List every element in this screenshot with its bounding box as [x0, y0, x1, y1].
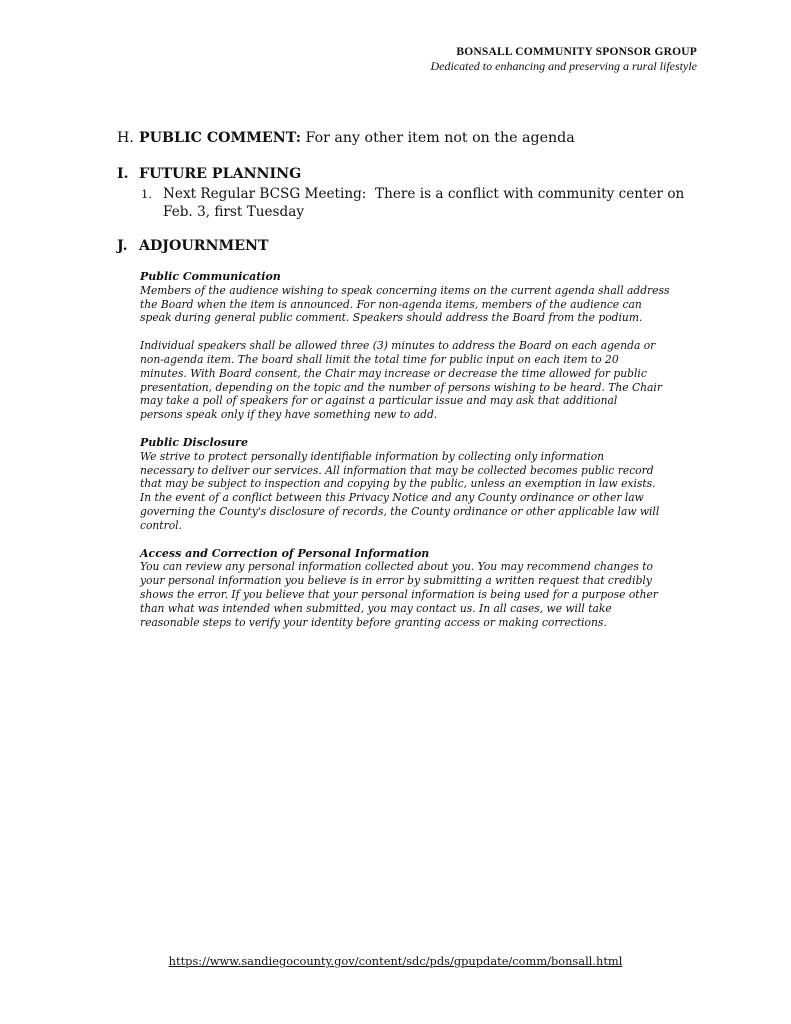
policy-line: that may be subject to inspection and copying by the public, unless an exemption in law exists. [140, 477, 656, 491]
list-item-number: 1. [141, 187, 152, 201]
footer-url-link[interactable]: https://www.sandiegocounty.gov/content/sdc/pds/gpupdate/comm/bonsall.html [168, 954, 623, 968]
policy-line: reasonable steps to verify your identity before granting access or making corrections. [140, 615, 607, 629]
policy-line: the Board when the item is announced. For non-agenda items, members of the audience can [140, 297, 642, 311]
policy-line: Members of the audience wishing to speak concerning items on the current agenda shall address [140, 283, 670, 297]
policy-heading-access-correction: Access and Correction of Personal Information [140, 546, 430, 560]
organization-name: BONSALL COMMUNITY SPONSOR GROUP [456, 46, 697, 58]
policy-line: necessary to deliver our services. All information that may be collected becomes public record [140, 463, 654, 477]
list-item-continuation: Feb. 3, first Tuesday [163, 204, 305, 220]
section-title: ADJOURNMENT [139, 238, 269, 254]
section-letter: I. [117, 166, 129, 182]
list-item [141, 185, 701, 221]
policy-line: than what was intended when submitted, you may contact us. In all cases, we will take [140, 601, 612, 615]
policy-line: shows the error. If you believe that your personal information is being used for a purpose other [140, 587, 658, 601]
list-item-line [141, 185, 701, 203]
section-title: FUTURE PLANNING [139, 166, 302, 182]
policy-line: You can review any personal information collected about you. You may recommend changes to [140, 560, 653, 574]
policy-line: governing the County's disclosure of records, the County ordinance or other applicable law will [140, 504, 660, 518]
section-public-comment [117, 129, 575, 147]
section-title: PUBLIC COMMENT: [139, 130, 302, 146]
policy-heading-public-communication: Public Communication [140, 270, 281, 283]
policy-notice [140, 270, 705, 629]
section-letter: J. [117, 238, 128, 254]
policy-line: minutes. With Board consent, the Chair may increase or decrease the time allowed for public [140, 366, 647, 380]
section-adjournment [117, 237, 269, 255]
organization-tagline: Dedicated to enhancing and preserving a rural lifestyle [430, 59, 697, 73]
paragraph-gap [140, 325, 705, 339]
list-item-text: Next Regular BCSG Meeting: There is a conflict with community center on [163, 186, 685, 202]
policy-line: In the event of a conflict between this Privacy Notice and any County ordinance or other law [140, 491, 644, 505]
policy-line: presentation, depending on the topic and the number of persons wishing to be heard. The Chair [140, 380, 662, 394]
policy-line: control. [140, 518, 182, 532]
policy-line: non-agenda item. The board shall limit the total time for public input on each item to 20 [140, 352, 619, 366]
document-header [430, 45, 697, 74]
section-future-planning [117, 165, 301, 183]
paragraph-gap [140, 533, 705, 547]
paragraph-gap [140, 422, 705, 436]
policy-line: your personal information you believe is in error by submitting a written request that credibly [140, 574, 652, 588]
section-text: For any other item not on the agenda [301, 130, 575, 146]
policy-line: speak during general public comment. Speakers should address the Board from the podium. [140, 311, 643, 325]
policy-line: Individual speakers shall be allowed three (3) minutes to address the Board on each agenda or [140, 339, 656, 353]
policy-heading-public-disclosure: Public Disclosure [140, 435, 248, 449]
policy-line: We strive to protect personally identifiable information by collecting only information [140, 449, 605, 463]
section-letter: H. [117, 130, 134, 146]
policy-line: may take a poll of speakers for or against a particular issue and may ask that additional [140, 394, 618, 408]
policy-line: persons speak only if they have something new to add. [140, 408, 438, 422]
